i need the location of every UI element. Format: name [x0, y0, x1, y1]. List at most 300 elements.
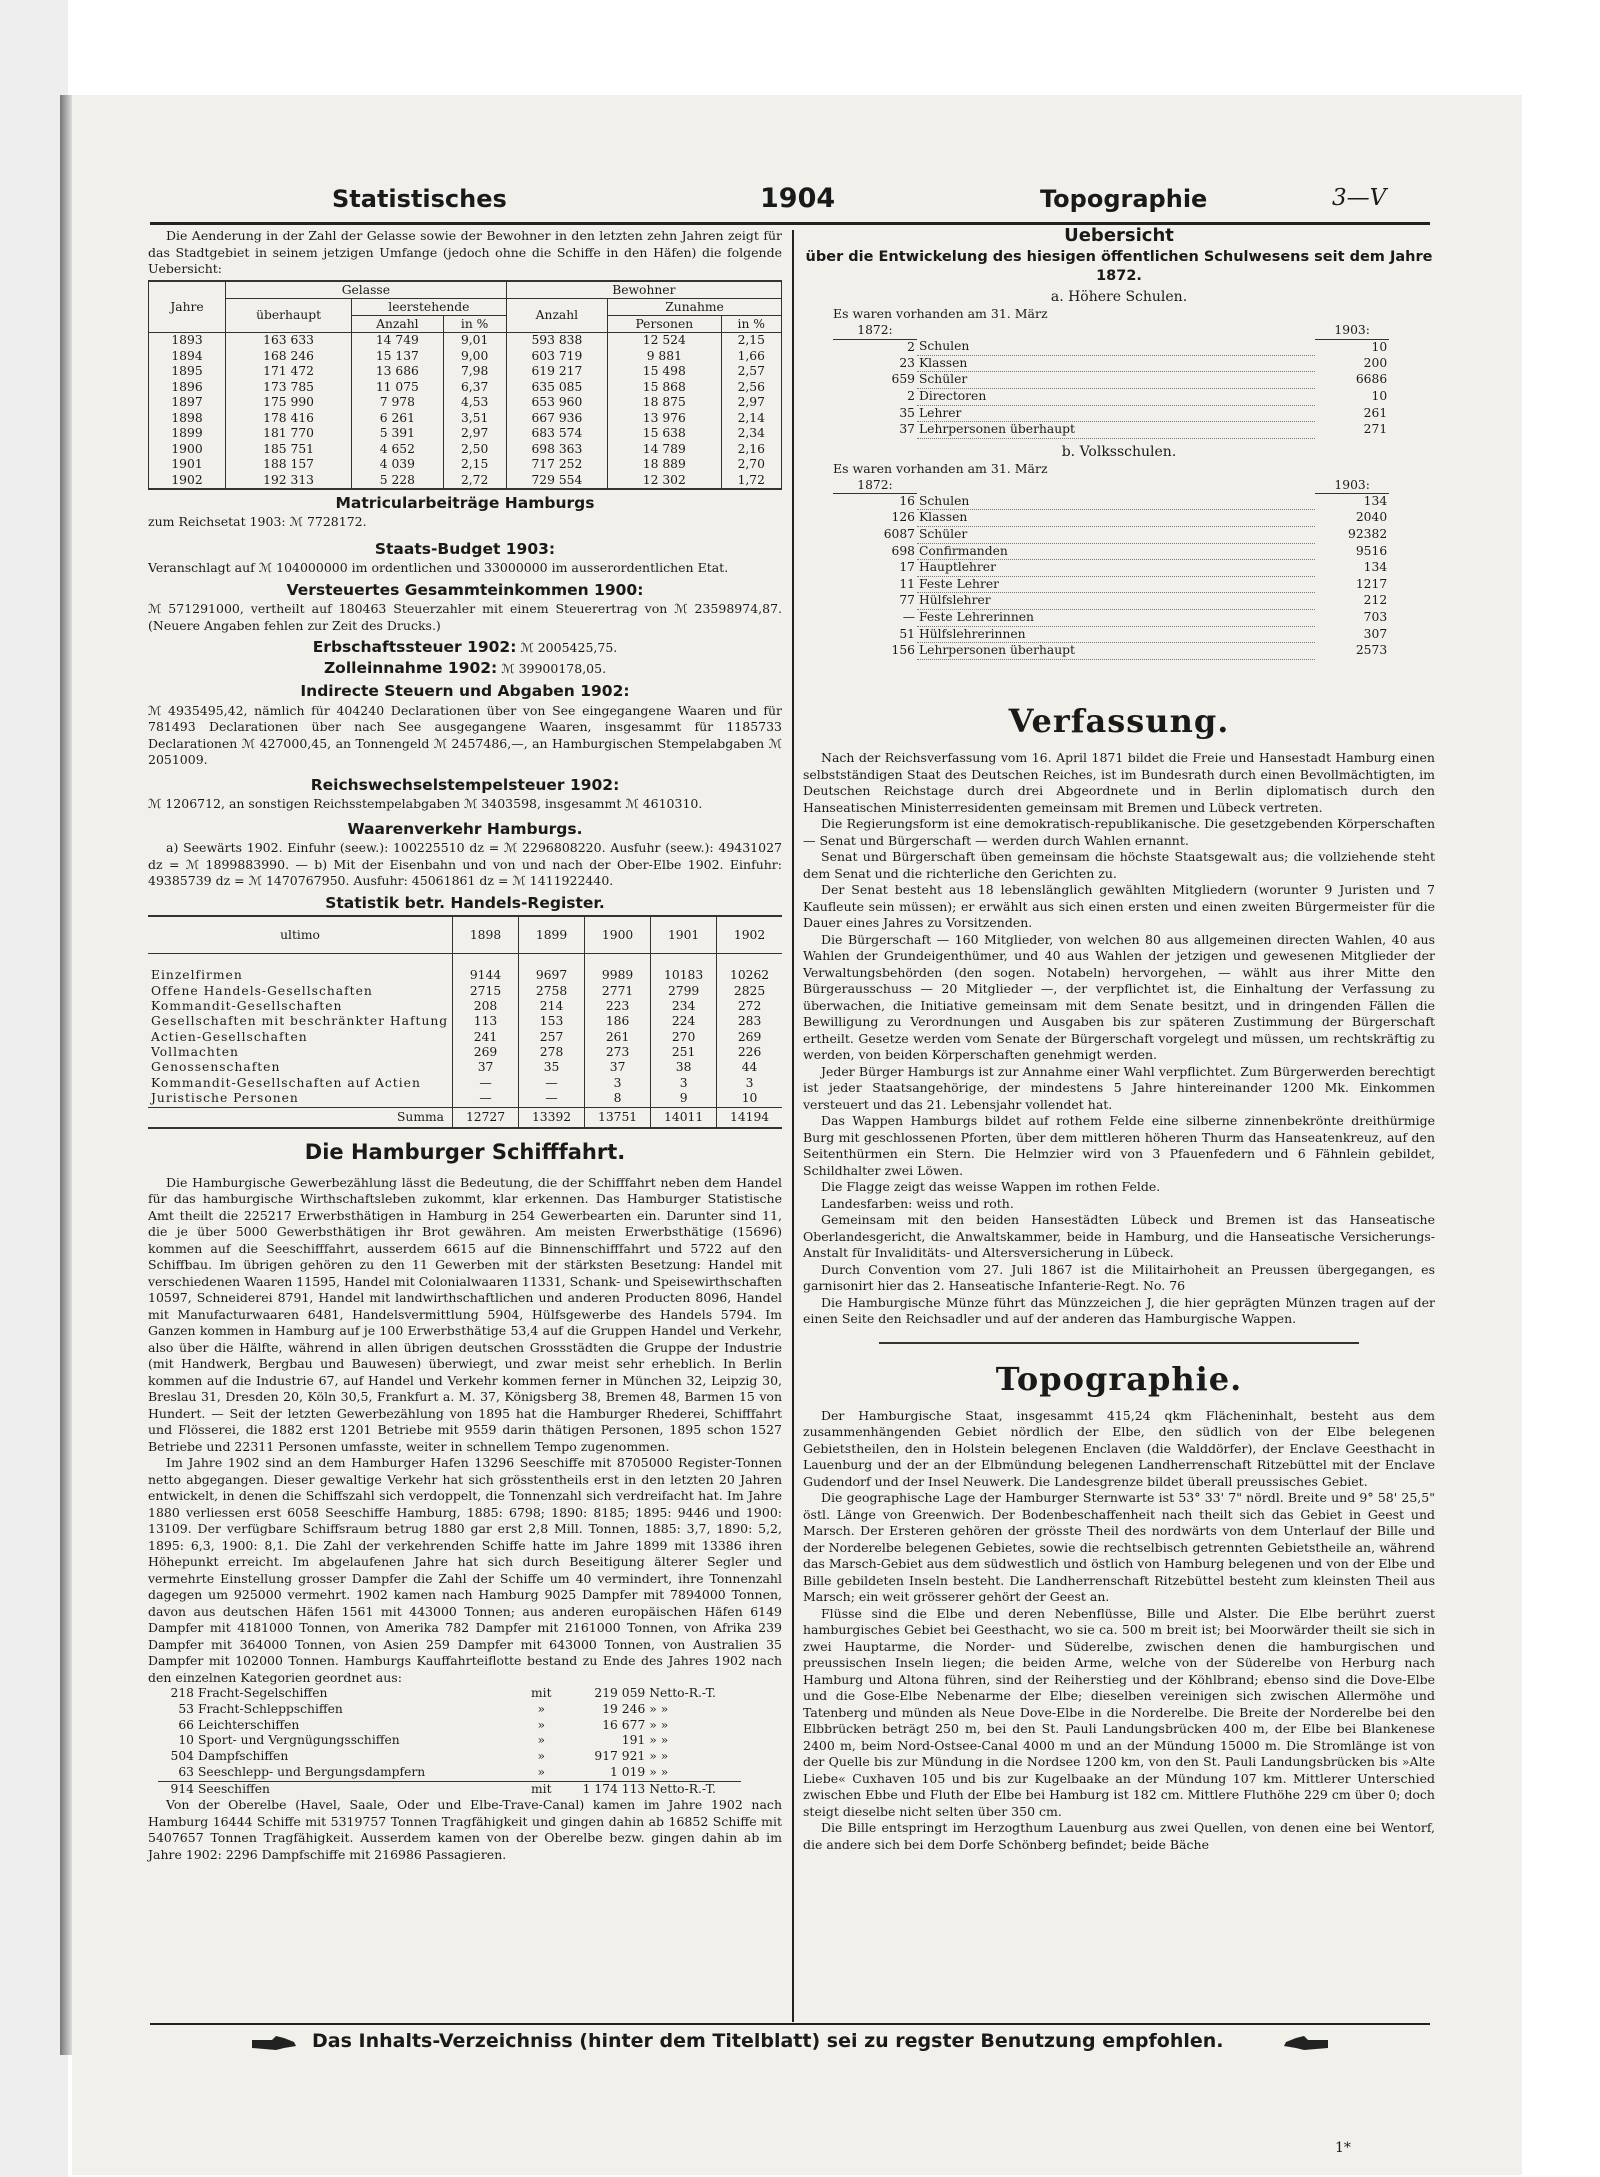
handels-row-label: Einzelfirmen [151, 968, 243, 983]
topographie-paragraph-1: Der Hamburgische Staat, insgesammt 415,24 qkm Flächeninhalt, besteht aus dem zusammenhängenden Gebiet nördlich der Elbe, den südlich von der Elbe belegenen Gebietstheilen, den in Holstein belegenen Enclaven (die Walddörfer), der Enclave Geesthacht in Lauenburg und der an der Elbmündung belegenen Landherrenschaft Ritzebüttel mit der Enclave Gudendorf und der Insel Neuwerk. Die Landesgrenze bildet überall preussisches Gebiet. [803, 1407, 1435, 1489]
running-header [72, 185, 1522, 215]
population-cell-total: 175 990 [226, 395, 352, 410]
school-1903-value: 2040 [1355, 510, 1388, 525]
handels-row [148, 1045, 782, 1060]
col-1898: 1898 [453, 916, 519, 954]
verfassung-paragraph-4: Der Senat besteht aus 18 lebenslänglich gewählten Mitgliedern (worunter 9 Juristen und 7 Kaufleute sein müssen); er erwählt aus sich einen ersten und einen zweiten Bürgermeister für die Dauer eines Jahres zu Vorsitzenden. [803, 882, 1435, 931]
fleet-table [158, 1686, 741, 1797]
col-1900: 1900 [585, 916, 651, 954]
handels-cell: 10 [717, 1091, 782, 1107]
handels-cell: 186 [585, 1014, 651, 1029]
population-row [149, 364, 782, 379]
handels-row-label: Gesellschaften mit beschränkter Haftung [151, 1014, 449, 1029]
col-zunahme: Zunahme [608, 298, 782, 315]
budget-title: Staats-Budget 1903: [374, 539, 556, 558]
population-cell-inc: 12 524 [608, 333, 721, 349]
population-intro: Die Aenderung in der Zahl der Gelasse sowie der Bewohner in den letzten zehn Jahren zeigt für das Stadtgebiet in seinem jetzigen Umfange (jedoch ohne die Schiffe in den Häfen) die folgende Uebersicht: [148, 228, 782, 276]
population-cell-empty: 5 391 [352, 426, 444, 441]
fleet-count: 66 [178, 1717, 194, 1732]
col-anzahl: Anzahl [352, 315, 444, 332]
col-in-pct: in % [443, 315, 506, 332]
population-cell-ipct: 1,72 [721, 473, 781, 489]
population-cell-total: 171 472 [226, 364, 352, 379]
school-1872-value: 156 [891, 643, 915, 658]
handels-row-label: Genossenschaften [151, 1060, 281, 1075]
fleet-count: 10 [178, 1733, 194, 1748]
school-row-label: Feste Lehrer [917, 576, 1315, 593]
fleet-label: Leichterschiffen [198, 1717, 300, 1732]
handels-cell: 2771 [585, 984, 651, 999]
population-cell-epct: 6,37 [443, 380, 506, 395]
school-1903-value: 134 [1363, 494, 1388, 509]
school-row [833, 626, 1389, 643]
verfassung-paragraph-2: Die Regierungsform ist eine demokratisch-republikanische. Die gesetzgebenden Körperschaften — Senat und Bürgerschaft — werden durch Wahlen ernannt. [803, 816, 1435, 848]
fleet-count: 53 [178, 1701, 194, 1716]
fleet-unit: » » [649, 1749, 669, 1764]
handels-cell: 2758 [519, 984, 585, 999]
col-1872: 1872: [833, 478, 917, 494]
population-cell-empty: 5 228 [352, 473, 444, 489]
school-row-label: Klassen [917, 510, 1315, 527]
handels-title: Statistik betr. Handels-Register. [325, 893, 605, 912]
handels-cell: — [453, 1076, 519, 1091]
handels-cell: 273 [585, 1045, 651, 1060]
schifffahrt-paragraph-2: Im Jahre 1902 sind an dem Hamburger Hafen 13296 Seeschiffe mit 8705000 Register-Tonnen netto abgegangen. Dieser gewaltige Verkehr hat sich grösstentheils erst in den letzten 20 Jahren entwickelt, in denen die Schiffszahl sich verdoppelt, die Tonnenzahl sich verdreifacht hat. Im Jahre 1880 verliessen erst 6058 Seeschiffe Hamburg, 1885: 6798; 1890: 8185; 1895: 9446 und 1900: 13109. Der verfügbare Schiffsraum betrug 1880 gar erst 2,8 Mill. Tonnen, 1885: 3,7, 1890: 5,2, 1895: 6,3, 1900: 8,1. Die Zahl der verkehrenden Schiffe hatte im Jahre 1899 mit 13386 ihren Höhepunkt erreicht. Im abgelaufenen Jahre hat sich durch Beseitigung älterer Segler und vermehrte Einstellung grosser Dampfer die Zahl der Schiffe um 40 vermindert, ihre Tonnenzahl dagegen um 925000 vermehrt. 1902 kamen nach Hamburg 9025 Dampfer mit 7894000 Tonnen, davon aus deutschen Häfen 1561 mit 443000 Tonnen; aus anderen europäischen Häfen 6149 Dampfer mit 4181000 Tonnen, von Amerika 782 Dampfer mit 2161000 Tonnen, von Afrika 239 Dampfer mit 364000 Tonnen, von Asien 259 Dampfer mit 643000 Tonnen, von Australien 35 Dampfer mit 102000 Tonnen. Hamburgs Kauffahrteiflotte bestand zu Ende des Jahres 1902 nach den einzelnen Kategorien geordnet aus: [148, 1455, 782, 1685]
waren-title: Waarenverkehr Hamburgs. [347, 819, 583, 838]
school-1903-value: 10 [1371, 388, 1388, 403]
population-cell-total: 192 313 [226, 473, 352, 489]
handels-cell: 257 [519, 1030, 585, 1045]
population-cell-pop: 619 217 [506, 364, 607, 379]
population-cell-empty: 14 749 [352, 333, 444, 349]
verfassung-paragraph-10: Gemeinsam mit den beiden Hansestädten Lübeck und Bremen ist das Hanseatische Oberlandesgericht, die Anwaltskammer, beide in Hamburg, und die Hanseatische Versicherungs-Anstalt für Invaliditäts- und Altersversicherung in Lübeck. [803, 1212, 1435, 1261]
population-cell-empty: 7 978 [352, 395, 444, 410]
sum-cell: 13751 [585, 1107, 651, 1128]
school-1872-value: 6087 [883, 527, 915, 542]
verfassung-paragraph-3: Senat und Bürgerschaft üben gemeinsam die höchste Staatsgewalt aus; die vollziehende steht dem Senat und die richterliche den Gerichten zu. [803, 849, 1435, 881]
population-cell-pop: 593 838 [506, 333, 607, 349]
hoehere-schulen-title: a. Höhere Schulen. [1050, 289, 1188, 305]
stempel-title: Reichswechselstempelsteuer 1902: [310, 775, 620, 794]
population-cell-epct: 9,00 [443, 349, 506, 364]
school-row-label: Hülfslehrer [917, 593, 1315, 610]
population-row [149, 426, 782, 441]
population-cell-total: 163 633 [226, 333, 352, 349]
handels-cell: 38 [651, 1060, 717, 1075]
school-1872-value: 51 [899, 626, 915, 641]
school-row [833, 355, 1389, 372]
footer-rule [150, 2023, 1430, 2025]
verfassung-paragraph-11: Durch Convention vom 27. Juli 1867 ist die Militairhoheit an Preussen übergegangen, es garnisonirt hier das 2. Hanseatische Infanterie-Regt. No. 76 [803, 1261, 1435, 1294]
population-cell-ipct: 2,14 [721, 411, 781, 426]
population-cell-year: 1895 [149, 364, 226, 379]
handels-cell: 10183 [651, 968, 717, 983]
zolleinnahme-line [148, 658, 782, 678]
population-row [149, 457, 782, 472]
erbschaftssteuer-value: ℳ 2005425,75. [520, 640, 618, 656]
handels-cell: 226 [717, 1045, 782, 1060]
school-1872-value: 2 [907, 388, 915, 403]
school-1903-value: 212 [1363, 593, 1388, 608]
col-1872: 1872: [833, 323, 917, 339]
fleet-total-tons: 1 174 113 [563, 1781, 647, 1797]
handels-cell: 9989 [585, 968, 651, 983]
population-cell-empty: 4 039 [352, 457, 444, 472]
school-row-label: Confirmanden [917, 543, 1315, 560]
indirect-title: Indirecte Steuern und Abgaben 1902: [300, 682, 630, 701]
handels-cell: — [453, 1091, 519, 1107]
population-cell-pop: 683 574 [506, 426, 607, 441]
fleet-total-mit: mit [519, 1781, 563, 1797]
population-cell-epct: 2,50 [443, 442, 506, 457]
handels-cell: 283 [717, 1014, 782, 1029]
population-cell-ipct: 2,15 [721, 333, 781, 349]
school-row-label: Schüler [917, 527, 1315, 544]
population-row [149, 380, 782, 395]
erbschaftssteuer-line [148, 637, 782, 657]
sum-cell: 12727 [453, 1107, 519, 1128]
school-row [833, 576, 1389, 593]
sum-cell: 14194 [717, 1107, 782, 1128]
col-1899: 1899 [519, 916, 585, 954]
school-1872-value: — [902, 610, 915, 625]
population-cell-total: 168 246 [226, 349, 352, 364]
fleet-total-count: 914 [158, 1781, 196, 1797]
population-row [149, 411, 782, 426]
school-row [833, 510, 1389, 527]
col-bewohner: Bewohner [506, 281, 781, 299]
school-1872-value: 35 [899, 405, 915, 420]
school-row [833, 339, 1389, 355]
col-1903: 1903: [1315, 478, 1389, 494]
fleet-tons: 19 246 [602, 1701, 646, 1716]
handels-cell: 251 [651, 1045, 717, 1060]
topographie-paragraph-4: Die Bille entspringt im Herzogthum Lauenburg aus zwei Quellen, von denen eine bei Wentorf, die andere sich bei dem Dorfe Schönberg befindet; beide Bäche [803, 1820, 1435, 1852]
fleet-mit: mit [530, 1686, 552, 1701]
fleet-label: Fracht-Schleppschiffen [198, 1701, 343, 1716]
population-cell-ipct: 1,66 [721, 349, 781, 364]
col-leerstehende: leerstehende [352, 298, 507, 315]
population-cell-ipct: 2,34 [721, 426, 781, 441]
handels-cell: — [519, 1076, 585, 1091]
right-column [803, 225, 1435, 1853]
header-page-number: 3—V [1332, 185, 1387, 211]
population-row [149, 333, 782, 349]
handels-cell: 44 [717, 1060, 782, 1075]
school-1872-value: 37 [899, 422, 915, 437]
population-cell-pop: 717 252 [506, 457, 607, 472]
population-cell-inc: 13 976 [608, 411, 721, 426]
fleet-label: Sport- und Vergnügungsschiffen [198, 1733, 400, 1748]
fleet-mit: » [537, 1749, 546, 1764]
population-cell-inc: 12 302 [608, 473, 721, 489]
volksschulen-table [833, 478, 1389, 660]
schifffahrt-paragraph-3: Von der Oberelbe (Havel, Saale, Oder und Elbe-Trave-Canal) kamen im Jahre 1902 nach Hamburg 16444 Schiffe mit 5319757 Tonnen Tragfähigkeit und gingen dahin ab 16852 Schiffe mit 5407657 Tonnen Tragfähigkeit. Ausserdem kamen von der Oberelbe bezw. gingen dahin ab im Jahre 1902: 2296 Dampfschiffe mit 216986 Passagieren. [148, 1797, 782, 1862]
population-cell-inc: 14 789 [608, 442, 721, 457]
handels-cell: 3 [651, 1076, 717, 1091]
handels-cell: — [519, 1091, 585, 1107]
scan-margin [0, 0, 68, 2177]
sum-cell: 13392 [519, 1107, 585, 1128]
handels-cell: 10262 [717, 968, 782, 983]
population-cell-empty: 6 261 [352, 411, 444, 426]
left-column [148, 228, 782, 1863]
verfassung-paragraph-8: Die Flagge zeigt das weisse Wappen im rothen Felde. [821, 1179, 1161, 1195]
school-row-label: Feste Lehrerinnen [917, 610, 1315, 627]
handels-cell: 37 [453, 1060, 519, 1075]
verfassung-paragraph-1: Nach der Reichsverfassung vom 16. April 1871 bildet die Freie und Hansestadt Hamburg einen selbstständigen Staat des Deutschen Reiches, ist im Bundesrath durch einen Bevollmächtigten, im Deutschen Reichstage durch drei Abgeordnete und in Berlin diplomatisch durch den Hanseatischen Ministerresidenten gemeinsam mit Bremen und Lübeck vertreten. [803, 750, 1435, 815]
fleet-count: 218 [170, 1686, 194, 1701]
school-1903-value: 703 [1363, 610, 1388, 625]
population-table [148, 280, 782, 491]
binding-shadow [60, 95, 72, 2055]
topographie-title: Topographie. [995, 1359, 1243, 1398]
school-1903-value: 10 [1371, 339, 1388, 354]
handels-cell: 272 [717, 999, 782, 1014]
handels-row [148, 1060, 782, 1075]
col-jahre: Jahre [149, 281, 226, 333]
footer-text: Das Inhalts-Verzeichniss (hinter dem Titelblatt) sei zu regster Benutzung empfohlen. [312, 2030, 1224, 2052]
matric-title: Matricularbeiträge Hamburgs [335, 494, 595, 512]
school-1903-value: 271 [1363, 422, 1388, 437]
population-cell-year: 1899 [149, 426, 226, 441]
school-row-label: Hülfslehrerinnen [917, 626, 1315, 643]
population-cell-total: 178 416 [226, 411, 352, 426]
school-row [833, 388, 1389, 405]
fleet-label: Dampfschiffen [198, 1749, 289, 1764]
handels-cell: 37 [585, 1060, 651, 1075]
population-cell-ipct: 2,56 [721, 380, 781, 395]
population-row [149, 442, 782, 457]
handels-cell: 208 [453, 999, 519, 1014]
handels-cell: 2799 [651, 984, 717, 999]
fleet-tons: 219 059 [594, 1686, 646, 1701]
handels-row-label: Offene Handels-Gesellschaften [151, 983, 373, 998]
school-row [833, 372, 1389, 389]
school-1903-value: 6686 [1355, 372, 1388, 387]
verfassung-paragraph-6: Jeder Bürger Hamburgs ist zur Annahme einer Wahl verpflichtet. Zum Bürgerwerden berechtigt ist jeder Staatsangehörige, der mindestens 5 Jahre hintereinander 1200 Mk. Einkommen versteuert und das 21. Lebensjahr vollendet hat. [803, 1063, 1435, 1112]
handels-cell: 278 [519, 1045, 585, 1060]
col-1903: 1903: [1315, 323, 1389, 339]
population-cell-ipct: 2,70 [721, 457, 781, 472]
population-cell-empty: 15 137 [352, 349, 444, 364]
fleet-row [158, 1702, 741, 1718]
col-personen: Personen [608, 315, 721, 332]
population-cell-total: 173 785 [226, 380, 352, 395]
school-row [833, 405, 1389, 422]
school-1872-value: 659 [891, 372, 915, 387]
school-row-label: Lehrpersonen überhaupt [917, 643, 1315, 660]
handels-cell: 241 [453, 1030, 519, 1045]
erbschaftssteuer-title: Erbschaftssteuer 1902: [312, 638, 517, 657]
fleet-unit: » » [649, 1733, 669, 1748]
population-cell-pop: 667 936 [506, 411, 607, 426]
pointing-hand-icon [250, 2032, 300, 2054]
handels-cell: 270 [651, 1030, 717, 1045]
header-left: Statistisches [332, 185, 507, 213]
population-row [149, 473, 782, 489]
population-cell-total: 185 751 [226, 442, 352, 457]
section-rule [879, 1342, 1359, 1344]
topographie-paragraph-2: Die geographische Lage der Hamburger Sternwarte ist 53° 33' 7" nördl. Breite und 9° 58' 25,5" östl. Länge von Greenwich. Der Bodenbeschaffenheit nach theilt sich das Gebiet in Geest und Marsch. Der Ersteren gehören der grösste Theil des nordwärts von dem Unterlauf der Bille und der Norderelbe belegenen Gebietes, sowie die rechtselbisch getrennten Gebietstheile an, während das Marsch-Gebiet aus dem südwestlich und östlich von Hamburg belegenen und von der Elbe und Bille gebildeten Inseln besteht. Die Landherrenschaft Ritzebüttel besteht zum kleinsten Theil aus Marsch; ein weit grösserer gehört der Geest an. [803, 1490, 1435, 1605]
handels-cell: 3 [585, 1076, 651, 1091]
fleet-tons: 1 019 [610, 1764, 646, 1779]
handels-cell: 35 [519, 1060, 585, 1075]
school-1903-value: 307 [1363, 626, 1388, 641]
school-1872-value: 2 [907, 339, 915, 354]
school-1872-value: 77 [899, 593, 915, 608]
population-cell-inc: 18 875 [608, 395, 721, 410]
sum-cell: 14011 [651, 1107, 717, 1128]
population-row [149, 395, 782, 410]
handels-cell: 2715 [453, 984, 519, 999]
school-row-label: Directoren [917, 388, 1315, 405]
population-cell-year: 1894 [149, 349, 226, 364]
zolleinnahme-title: Zolleinnahme 1902: [323, 658, 498, 677]
zolleinnahme-value: ℳ 39900178,05. [501, 660, 607, 676]
handels-row-label: Actien-Gesellschaften [151, 1029, 308, 1044]
fleet-total-row [158, 1781, 741, 1797]
population-cell-pop: 603 719 [506, 349, 607, 364]
fleet-unit: » » [649, 1701, 669, 1716]
school-1903-value: 134 [1363, 560, 1388, 575]
sum-label: Summa [148, 1107, 453, 1128]
income-title: Versteuertes Gesammteinkommen 1900: [286, 580, 644, 599]
fleet-tons: 917 921 [594, 1749, 646, 1764]
income-text: ℳ 571291000, vertheilt auf 180463 Steuerzahler mit einem Steuerertrag von ℳ 23598974,87. (Neuere Angaben fehlen zur Zeit des Drucks.) [148, 601, 782, 633]
handels-cell: 2825 [717, 984, 782, 999]
school-row-label: Hauptlehrer [917, 560, 1315, 577]
school-row [833, 643, 1389, 660]
handels-cell: 113 [453, 1014, 519, 1029]
handels-sum-row [148, 1107, 782, 1128]
verfassung-paragraph-5: Die Bürgerschaft — 160 Mitglieder, von welchen 80 aus allgemeinen directen Wahlen, 40 aus Wahlen der Grundeigenthümer, und 40 aus Wahlen der jetzigen und gewesenen Mitglieder der Verwaltungsbehörden (den sogen. Notabeln) hervorgehen, — wählt aus ihrer Mitte den Bürgerausschuss — 20 Mitglieder —, der verpflichtet ist, die Einhaltung der Verfassung zu überwachen, die Initiative gemeinsam mit dem Senate besitzt, und in dringenden Fällen die Bewilligung zu Verordnungen und Ausgaben bis zur späteren Zustimmung der Bürgerschaft ertheilt. Gesetze werden vom Senate der Bürgerschaft vorgelegt und müssen, um rechtskräftig zu werden, von beiden Körperschaften genehmigt werden. [803, 931, 1435, 1063]
schifffahrt-title: Die Hamburger Schifffahrt. [304, 1139, 626, 1164]
schifffahrt-paragraph-1: Die Hamburgische Gewerbezählung lässt die Bedeutung, die der Schifffahrt neben dem Handel für das hamburgische Wirthschaftsleben zukommt, klar erkennen. Das Hamburger Statistische Amt theilt die 225217 Erwerbsthätigen in Hamburg in 254 Gewerbearten ein. Darunter sind 11, die je über 5000 Gewerbsthätigen ihr Brot gewähren. Am meisten Erwerbsthätige (15696) kommen auf die Seeschifffahrt, ausserdem 6615 auf die Binnenschifffahrt und 5722 auf den Schiffbau. Im übrigen gehören zu den 11 Gewerben mit der stärksten Besetzung: Handel mit verschiedenen Waaren 11595, Handel mit Colonialwaaren 11331, Schank- und Speisewirthschaften 10597, Schneiderei 8791, Handel mit landwirthschaftlichen und anderen Producten 8096, Handel mit Manufacturwaaren 6481, Handelsvermittlung 5904, Hülfsgewerbe des Handels 5794. Im Ganzen kommen in Hamburg auf je 100 Erwerbsthätige 53,4 auf die Gruppen Handel und Verkehr, also über die Hälfte, während in allen übrigen deutschen Grossstädten die Gruppe der Industrie (mit Handwerk, Bergbau und Bauwesen) überwiegt, und zwar meist sehr erheblich. In Berlin kommen auf die Industrie 67, auf Handel und Verkehr kommen ferner in München 32, Leipzig 30, Breslau 31, Dresden 20, Köln 30,5, Frankfurt a. M. 37, Königsberg 38, Bremen 48, Barmen 15 von Hundert. — Seit der letzten Gewerbezählung von 1895 hat die Hamburger Rhederei, Schifffahrt und Flösserei, die 1882 erst 1201 Betriebe mit 9559 darin thätigen Personen, 1895 schon 1527 Betriebe und 22311 Personen umfasste, weiter in schnellem Tempo zugenommen. [148, 1174, 782, 1454]
school-row [833, 422, 1389, 439]
handels-cell: 8 [585, 1091, 651, 1107]
population-cell-empty: 4 652 [352, 442, 444, 457]
col-ultimo: ultimo [148, 916, 453, 954]
verfassung-paragraph-7: Das Wappen Hamburgs bildet auf rothem Felde eine silberne zinnenbekrönte dreithürmige Burg mit geschlossenen Pforten, über dem mittleren höheren Thurm das Hanseatenkreuz, auf den Seitenthürmen ein Stern. Die Helmzier wird von 3 Pfauenfedern und 6 Fähnlein gebildet, Schildhalter zwei Löwen. [803, 1113, 1435, 1178]
pointing-hand-left-icon [1280, 2032, 1330, 2054]
population-cell-pop: 635 085 [506, 380, 607, 395]
volksschulen-intro: Es waren vorhanden am 31. März [833, 461, 1048, 477]
population-cell-epct: 3,51 [443, 411, 506, 426]
school-row-label: Lehrpersonen überhaupt [917, 422, 1315, 439]
verfassung-paragraph-12: Die Hamburgische Münze führt das Münzzeichen J, die hier geprägten Münzen tragen auf der einen Seite den Reichsadler und auf der anderen das Hamburgische Wappen. [803, 1294, 1435, 1327]
handels-cell: 223 [585, 999, 651, 1014]
handels-row [148, 1076, 782, 1091]
school-row-label: Schulen [917, 494, 1315, 510]
fleet-mit: » [537, 1764, 546, 1779]
handels-cell: 269 [717, 1030, 782, 1045]
volksschulen-title: b. Volksschulen. [1061, 443, 1177, 460]
school-1872-value: 698 [891, 543, 915, 558]
population-cell-empty: 11 075 [352, 380, 444, 395]
hoehere-schulen-table [833, 323, 1389, 439]
fleet-tons: 16 677 [602, 1717, 646, 1732]
topographie-paragraph-3: Flüsse sind die Elbe und deren Nebenflüsse, Bille und Alster. Die Elbe berührt zuerst hamburgisches Gebiet bei Geesthacht, wo sie ca. 500 m breit ist; bei Moorwärder theilt sie sich in zwei Hauptarme, die Norder- und Süderelbe, zwischen denen die hamburgischen und preussischen Inseln liegen; die beiden Arme, welche von der Süderelbe von Herburg nach Hamburg und Altona führen, sind der Reiherstieg und der Köhlbrand; ebenso sind die Dove-Elbe und die Gose-Elbe Nebenarme der Elbe; dieselben vereinigen sich zwischen Allermöhe und Tatenberg und münden als Neue Dove-Elbe in die Norderelbe. Die Breite der Norderelbe bei den Elbbrücken beträgt 250 m, bei den St. Pauli Landungsbrücken 400 m, der Elbe bei Blankenese 2400 m, beim Nord-Ostsee-Canal 4000 m und an der Mündung 15000 m. Die Stromlänge ist von der Quelle bis zur Mündung in die Nordsee 1200 km, von den St. Pauli Landungsbrücken bis »Alte Liebe« Cuxhaven 105 und bis zur Kugelbaake an der Mündung 107 km. Mittlerer Unterschied zwischen Ebbe und Fluth der Elbe bei Hamburg ist 182 cm. Mittlere Fluthöhe 229 cm über 0; doch steigt dieselbe nicht selten über 350 cm. [803, 1605, 1435, 1819]
handels-row [148, 1030, 782, 1045]
school-row-label: Schulen [917, 339, 1315, 355]
school-1903-value: 2573 [1355, 643, 1388, 658]
population-cell-ipct: 2,57 [721, 364, 781, 379]
fleet-count: 63 [178, 1764, 194, 1779]
population-cell-year: 1902 [149, 473, 226, 489]
col-ueberhaupt: überhaupt [226, 298, 352, 332]
stempel-text: ℳ 1206712, an sonstigen Reichsstempelabgaben ℳ 3403598, insgesammt ℳ 4610310. [148, 796, 703, 812]
population-cell-inc: 9 881 [608, 349, 721, 364]
handels-row [148, 968, 782, 983]
col-anzahl-bewohner: Anzahl [506, 298, 607, 332]
verfassung-title: Verfassung. [1008, 701, 1230, 740]
fleet-label: Fracht-Segelschiffen [198, 1686, 328, 1701]
school-row [833, 494, 1389, 510]
handels-cell: 9 [651, 1091, 717, 1107]
population-cell-pop: 729 554 [506, 473, 607, 489]
population-cell-epct: 2,97 [443, 426, 506, 441]
population-cell-inc: 15 498 [608, 364, 721, 379]
population-cell-inc: 15 868 [608, 380, 721, 395]
school-row [833, 560, 1389, 577]
fleet-mit: » [537, 1717, 546, 1732]
handels-row-label: Vollmachten [151, 1045, 239, 1060]
handels-row-label: Kommandit-Gesellschaften auf Actien [151, 1075, 421, 1090]
population-cell-total: 181 770 [226, 426, 352, 441]
schulwesen-title: Uebersicht [1064, 225, 1174, 246]
handels-row [148, 1091, 782, 1107]
population-cell-epct: 2,72 [443, 473, 506, 489]
population-cell-epct: 4,53 [443, 395, 506, 410]
col-1902: 1902 [717, 916, 782, 954]
handels-cell: 9697 [519, 968, 585, 983]
footer-notice [250, 2030, 1380, 2060]
population-cell-year: 1898 [149, 411, 226, 426]
school-row [833, 543, 1389, 560]
handels-cell: 261 [585, 1030, 651, 1045]
school-row-label: Schüler [917, 372, 1315, 389]
population-cell-epct: 7,98 [443, 364, 506, 379]
verfassung-paragraph-9: Landesfarben: weiss und roth. [821, 1195, 1014, 1211]
fleet-unit: » » [649, 1717, 669, 1732]
population-cell-year: 1901 [149, 457, 226, 472]
population-cell-ipct: 2,16 [721, 442, 781, 457]
population-cell-year: 1893 [149, 333, 226, 349]
school-row-label: Lehrer [917, 405, 1315, 422]
school-row-label: Klassen [917, 355, 1315, 372]
fleet-row [158, 1749, 741, 1765]
school-row [833, 527, 1389, 544]
fleet-total-unit: Netto-R.-T. [647, 1781, 741, 1797]
fleet-total-label: Seeschiffen [196, 1781, 519, 1797]
population-cell-pop: 653 960 [506, 395, 607, 410]
school-1903-value: 261 [1363, 405, 1388, 420]
handels-row [148, 1014, 782, 1029]
col-1901: 1901 [651, 916, 717, 954]
school-1872-value: 11 [899, 576, 915, 591]
fleet-label: Seeschlepp- und Bergungsdampfern [198, 1764, 426, 1779]
handels-table [148, 915, 782, 1129]
handels-cell: 9144 [453, 968, 519, 983]
school-1872-value: 23 [899, 355, 915, 370]
handels-cell: 234 [651, 999, 717, 1014]
signature-mark: 1* [1335, 2140, 1351, 2156]
handels-cell: 224 [651, 1014, 717, 1029]
school-1903-value: 200 [1363, 355, 1388, 370]
population-cell-inc: 18 889 [608, 457, 721, 472]
fleet-count: 504 [170, 1749, 194, 1764]
